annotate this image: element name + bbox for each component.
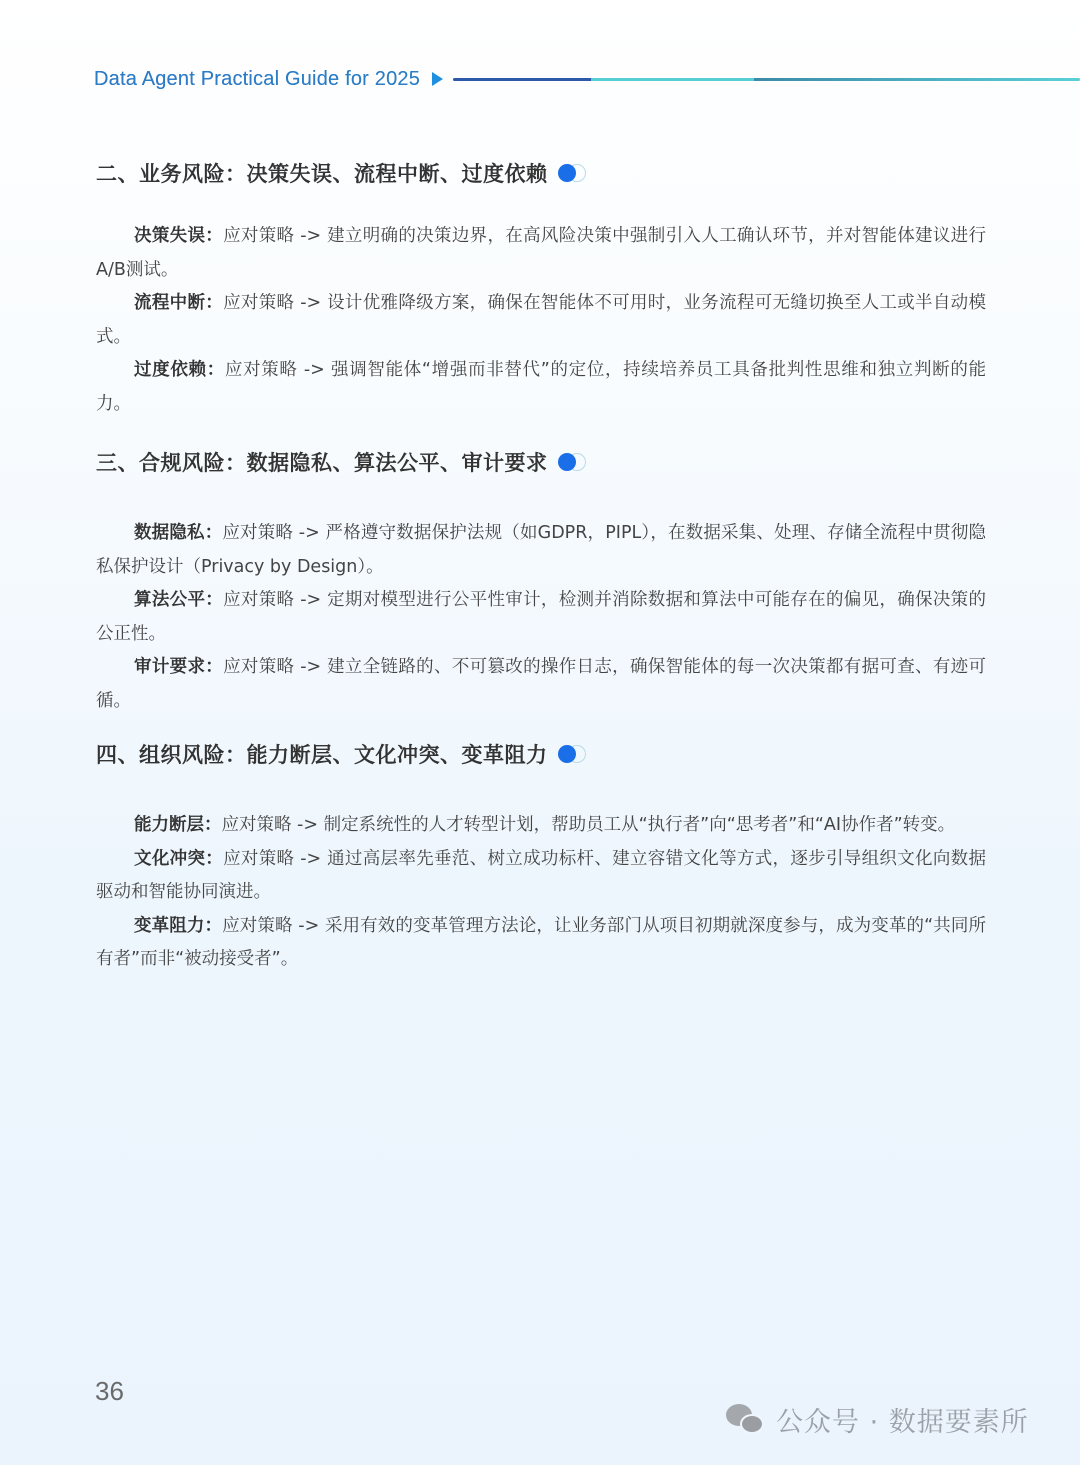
risk-item-text: 应对策略 -> 建立明确的决策边界，在高风险决策中强制引入人工确认环节，并对智能体建议进行A/B测试。 xyxy=(96,226,987,280)
risk-item xyxy=(96,517,986,584)
watermark xyxy=(726,1400,1029,1439)
page-header xyxy=(94,64,1080,94)
risk-item-label: 决策失误： xyxy=(134,226,224,246)
risk-item-text: 应对策略 -> 强调智能体“增强而非替代”的定位，持续培养员工具备批判性思维和独立判断的能力。 xyxy=(96,360,987,414)
risk-item-text: 应对策略 -> 制定系统性的人才转型计划，帮助员工从“执行者”向“思考者”和“AI协作者”转变。 xyxy=(221,815,956,835)
double-circle-icon xyxy=(558,452,588,472)
risk-item-label: 算法公平： xyxy=(134,590,224,610)
double-circle-icon xyxy=(558,744,588,764)
risk-item-label: 文化冲突： xyxy=(134,848,224,869)
section-organization-risk xyxy=(96,739,986,977)
risk-item-text: 应对策略 -> 采用有效的变革管理方法论，让业务部门从项目初期就深度参与，成为变革的“共同所有者”而非“被动接受者”。 xyxy=(96,915,986,969)
section-title: 四、组织风险：能力断层、文化冲突、变革阻力 xyxy=(96,739,986,769)
risk-item-label: 能力断层： xyxy=(134,815,222,835)
section-title: 三、合规风险：数据隐私、算法公平、审计要求 xyxy=(96,447,986,477)
risk-item-label: 过度依赖： xyxy=(134,360,225,380)
risk-item xyxy=(96,651,986,718)
risk-item xyxy=(96,220,986,287)
risk-item xyxy=(96,287,986,354)
wechat-icon xyxy=(726,1402,768,1438)
page-number: 36 xyxy=(95,1376,124,1406)
section-business-risk xyxy=(96,158,986,421)
play-arrow-icon xyxy=(432,72,443,86)
section-compliance-risk xyxy=(96,447,986,718)
risk-item-text: 应对策略 -> 严格遵守数据保护法规（如GDPR，PIPL），在数据采集、处理、存储全流程中贯彻隐私保护设计（Privacy by Design）。 xyxy=(96,523,986,577)
risk-item-label: 数据隐私： xyxy=(134,523,223,543)
risk-item xyxy=(96,809,986,843)
risk-item xyxy=(96,910,986,977)
risk-item xyxy=(96,354,986,421)
watermark-text: 公众号 · 数据要素所 xyxy=(776,1407,1029,1438)
risk-item-text: 应对策略 -> 定期对模型进行公平性审计，检测并消除数据和算法中可能存在的偏见，确保决策的公正性。 xyxy=(96,590,987,644)
risk-item-label: 流程中断： xyxy=(134,293,224,313)
risk-item-text: 应对策略 -> 设计优雅降级方案，确保在智能体不可用时，业务流程可无缝切换至人工或半自动模式。 xyxy=(96,293,987,347)
double-circle-icon xyxy=(558,163,588,183)
section-title: 二、业务风险：决策失误、流程中断、过度依赖 xyxy=(96,158,986,188)
header-divider-line xyxy=(453,78,1080,81)
risk-item xyxy=(96,584,986,651)
risk-item xyxy=(96,843,986,910)
risk-item-text: 应对策略 -> 通过高层率先垂范、树立成功标杆、建立容错文化等方式，逐步引导组织文化向数据驱动和智能协同演进。 xyxy=(96,848,987,902)
risk-item-label: 审计要求： xyxy=(134,657,224,677)
risk-item-label: 变革阻力： xyxy=(134,915,223,936)
risk-item-text: 应对策略 -> 建立全链路的、不可篡改的操作日志，确保智能体的每一次决策都有据可查、有迹可循。 xyxy=(96,657,987,711)
document-title: Data Agent Practical Guide for 2025 xyxy=(94,67,421,90)
